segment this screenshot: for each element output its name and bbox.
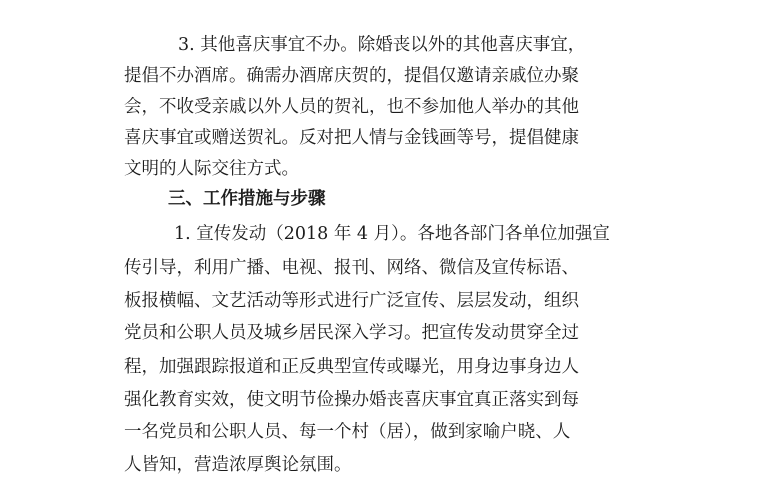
paragraph-1-line-1: 1. 宣传发动（2018 年 4 月）。各地各部门各单位加强宣 bbox=[174, 224, 610, 244]
paragraph-1-line-6: 强化教育实效，使文明节俭操办婚丧喜庆事宜真正落实到每 bbox=[124, 390, 579, 410]
paragraph-1-line-2: 传引导，利用广播、电视、报刊、网络、微信及宣传标语、 bbox=[124, 258, 579, 278]
paragraph-1-line-7: 一名党员和公职人员、每一个村（居），做到家喻户晓、人 bbox=[124, 422, 571, 442]
paragraph-3-line-3: 会，不收受亲戚以外人员的贺礼，也不参加他人举办的其他 bbox=[124, 97, 579, 117]
paragraph-1-line-8: 人皆知，营造浓厚舆论氛围。 bbox=[124, 455, 352, 475]
paragraph-1-line-5: 程，加强跟踪报道和正反典型宣传或曝光，用身边事身边人 bbox=[124, 357, 579, 377]
paragraph-1-line-3: 板报横幅、文艺活动等形式进行广泛宣传、层层发动，组织 bbox=[124, 291, 579, 311]
section-heading: 三、工作措施与步骤 bbox=[168, 189, 326, 209]
paragraph-1-line-4: 党员和公职人员及城乡居民深入学习。把宣传发动贯穿全过 bbox=[124, 323, 579, 343]
paragraph-3-line-2: 提倡不办酒席。确需办酒席庆贺的，提倡仅邀请亲戚位办聚 bbox=[124, 66, 579, 86]
paragraph-3-line-5: 文明的人际交往方式。 bbox=[124, 159, 299, 179]
paragraph-3-line-4: 喜庆事宜或赠送贺礼。反对把人情与金钱画等号，提倡健康 bbox=[124, 128, 579, 148]
paragraph-3-line-1: 3. 其他喜庆事宜不办。除婚丧以外的其他喜庆事宜， bbox=[178, 35, 586, 55]
